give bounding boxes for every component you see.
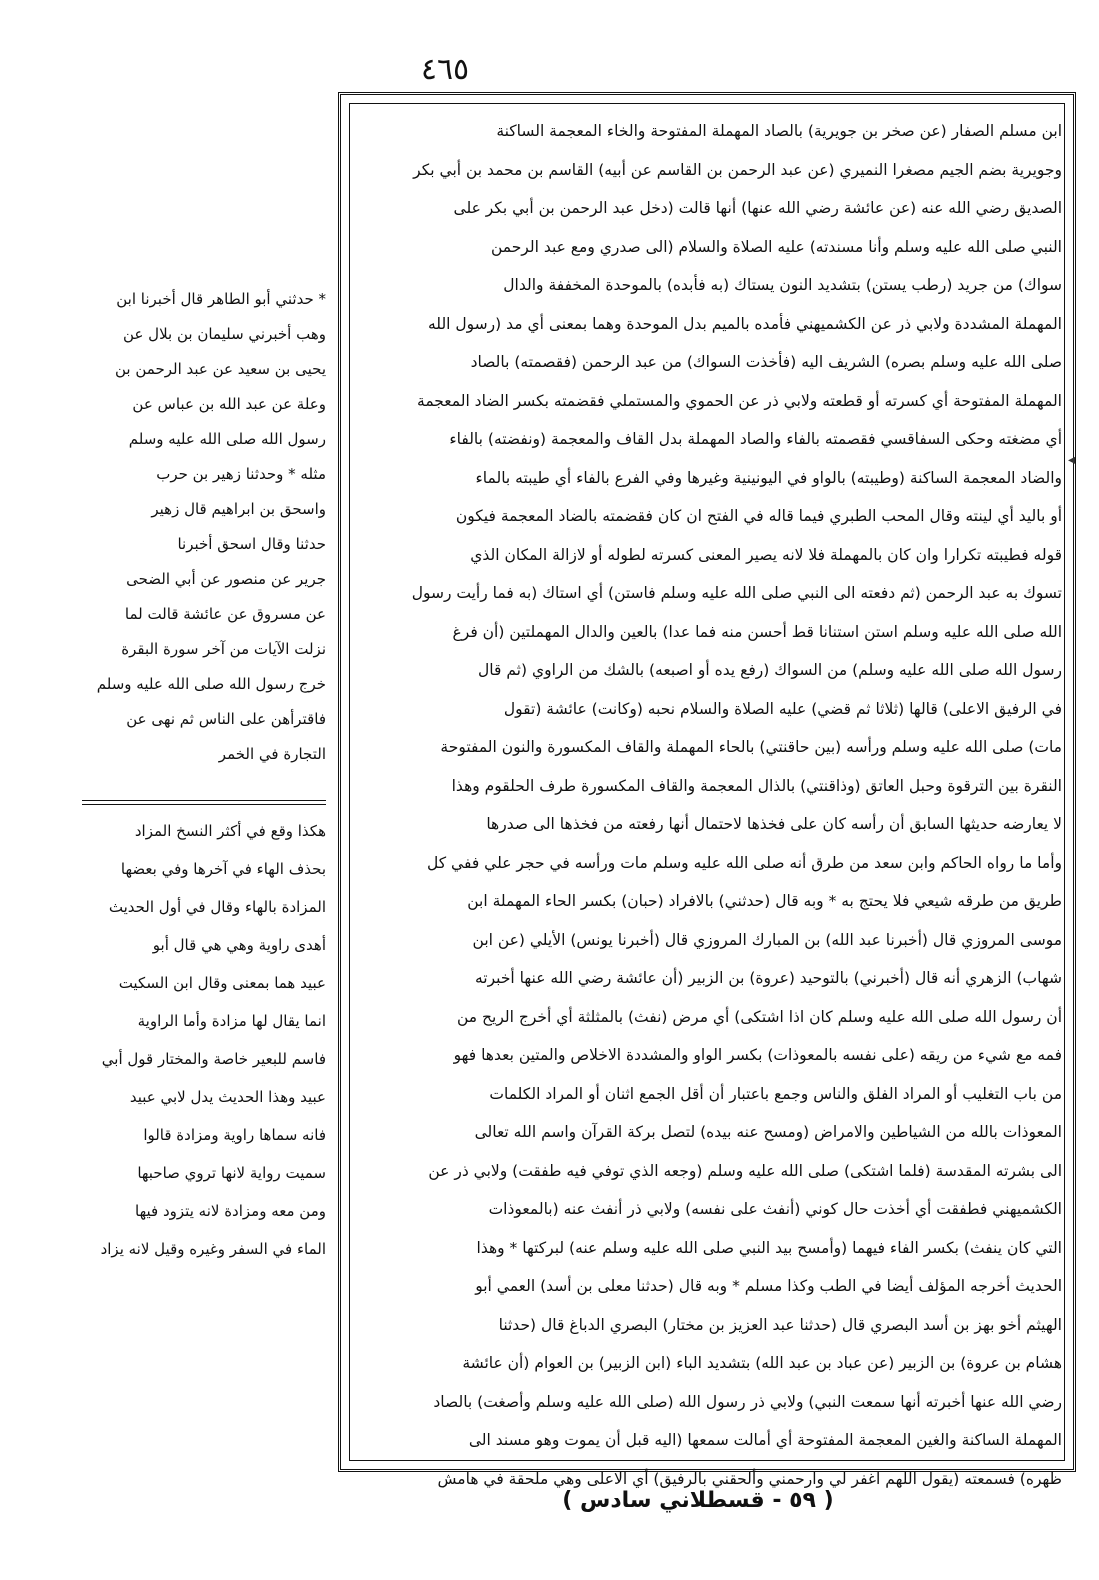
text-line: مات) صلى الله عليه وسلم ورأسه (بين حاقنتي) بالحاء المهملة والقاف المكسورة والنون المفتوحة xyxy=(440,738,1062,756)
text-line: وأما ما رواه الحاكم وابن سعد من طرق أنه صلى الله عليه وسلم مات ورأسه في حجر علي ففي كل xyxy=(427,853,1062,872)
text-line: ظهره) فسمعته (يقول اللهم اغفر لي وارحمني وألحقني بالرفيق) أي الاعلى وهي ملحقة في هامش xyxy=(437,1469,1062,1488)
note-line: المزادة بالهاء وقال في أول الحديث xyxy=(108,898,326,916)
note-line: أهدى راوية وهي هي قال أبو xyxy=(152,936,326,954)
text-line: شهاب) الزهري أنه قال (أخبرني) بالتوحيد (عروة) بن الزبير (أن عائشة رضي الله عنها أخبرته xyxy=(475,969,1062,987)
side-text-line: يحيى بن سعيد عن عبد الرحمن بن xyxy=(115,360,326,378)
note-line: سميت رواية لانها تروي صاحبها xyxy=(137,1164,326,1182)
side-text-line: نزلت الآيات من آخر سورة البقرة xyxy=(121,640,326,658)
text-line: المهملة المشددة ولابي ذر عن الكشميهني فأمده بالميم بدل الموحدة وهما بمعنى أي مد (رسول الله xyxy=(428,314,1062,333)
side-text-line: واسحق بن ابراهيم قال زهير xyxy=(151,500,326,518)
note-line: انما يقال لها مزادة وأما الراوية xyxy=(137,1012,326,1030)
text-line: والضاد المعجمة الساكنة (وطيبته) بالواو في اليونينية وغيرها وفي الفرع بالفاء أي طيبته بالماء xyxy=(475,468,1062,487)
text-line: وجويرية بضم الجيم مصغرا النميري (عن عبد الرحمن بن القاسم عن أبيه) القاسم بن محمد بن أبي بكر xyxy=(413,160,1062,179)
text-line: رضي الله عنها أخبرته أنها سمعت النبي) ولابي ذر رسول الله (صلى الله عليه وسلم وأصغت) بالصاد xyxy=(433,1392,1062,1411)
note-line: عبيد وهذا الحديث يدل لابي عبيد xyxy=(129,1088,326,1106)
text-line: من باب التغليب أو المراد الفلق والناس وجمع باعتبار أن أقل الجمع اثنان أو المراد الكلمات xyxy=(489,1084,1062,1103)
side-text-line: خرج رسول الله صلى الله عليه وسلم xyxy=(96,675,326,693)
text-line: هشام بن عروة) بن الزبير (عن عباد بن عبد الله) بتشديد الباء (ابن الزبير) بن العوام (أن عائشة xyxy=(462,1354,1062,1372)
side-text-line: مثله * وحدثنا زهير بن حرب xyxy=(156,465,326,483)
side-text-line: * حدثني أبو الطاهر قال أخبرنا ابن xyxy=(116,290,326,308)
text-line: رسول الله صلى الله عليه وسلم) من السواك (رفع يده أو اصبعه) بالشك من الراوي (ثم قال xyxy=(478,661,1062,679)
side-text-line: فاقترأهن على الناس ثم نهى عن xyxy=(126,710,326,728)
text-line: الله صلى الله عليه وسلم استن استنانا قط أحسن منه فما عدا) بالعين والدال المهملتين (أن فرغ xyxy=(452,622,1062,641)
text-line: النبي صلى الله عليه وسلم وأنا مسندته) عليه الصلاة والسلام (الى صدري ومع عبد الرحمن xyxy=(490,237,1062,256)
side-text-line: التجارة في الخمر xyxy=(218,745,326,763)
side-text-line: عن مسروق عن عائشة قالت لما xyxy=(124,605,326,623)
text-line: أن رسول الله صلى الله عليه وسلم كان اذا اشتكى) أي مرض (نفث) بالمثلثة أي أخرج الريح من xyxy=(456,1007,1062,1026)
side-text-line: وعلة عن عبد الله بن عباس عن xyxy=(132,395,326,413)
page-number: ٤٦٥ xyxy=(420,52,470,87)
text-line: التي كان ينفث) بكسر الفاء فيهما (وأمسح بيد النبي صلى الله عليه وسلم عنه) لبركتها * وهذا xyxy=(476,1238,1062,1257)
text-line: في الرفيق الاعلى) قالها (ثلاثا ثم قضي) عليه الصلاة والسلام نحبه (وكانت) عائشة (تقول xyxy=(503,699,1062,718)
text-line: أو باليد أي لينته وقال المحب الطبري فيما قاله في الفتح ان كان فقضمته بالضاد المعجمة فيكون xyxy=(455,507,1062,525)
side-text-line: وهب أخبرني سليمان بن بلال عن xyxy=(123,325,326,343)
text-line: سواك) من جريد (رطب يستن) بتشديد النون يستاك (به فأبده) بالموحدة المخففة والدال xyxy=(503,276,1062,294)
text-line: أي مضغته وحكى السفاقسي فقصمته بالفاء والصاد المهملة بدل القاف والمعجمة (ونفضته) بالفاء xyxy=(449,430,1062,448)
text-line: الصديق رضي الله عنه (عن عائشة رضي الله عنها) أنها قالت (دخل عبد الرحمن بن أبي بكر على xyxy=(453,199,1062,217)
text-line: طريق من طرقه شيعي فلا يحتج به * وبه قال (حدثني) بالافراد (حبان) بكسر الحاء المهملة ابن xyxy=(467,892,1062,910)
note-line: هكذا وقع في أكثر النسخ المزاد xyxy=(134,822,326,840)
side-divider xyxy=(82,800,326,805)
text-line: ابن مسلم الصفار (عن صخر بن جويرية) بالصاد المهملة المفتوحة والخاء المعجمة الساكنة xyxy=(496,122,1062,140)
note-line: بحذف الهاء في آخرها وفي بعضها xyxy=(120,860,326,878)
text-line: المهملة المفتوحة أي كسرته أو قطعته ولابي ذر عن الحموي والمستملي فقضمته بكسر الضاد المعجمة xyxy=(417,391,1062,410)
text-line: المهملة الساكنة والغين المعجمة المفتوحة أي أمالت سمعها (اليه قبل أن يموت وهو مسند الى xyxy=(468,1431,1062,1449)
note-line: عبيد هما بمعنى وقال ابن السكيت xyxy=(118,974,326,992)
note-line: الماء في السفر وغيره وقيل لانه يزاد xyxy=(100,1240,326,1258)
side-footnote xyxy=(12,812,326,1268)
side-hadith-text xyxy=(12,282,326,772)
note-line: ومن معه ومزادة لانه يتزود فيها xyxy=(135,1202,326,1220)
side-text-line: رسول الله صلى الله عليه وسلم xyxy=(128,430,326,448)
text-line: صلى الله عليه وسلم بصره) الشريف اليه (فأخذت السواك) من عبد الرحمن (فقصمته) بالصاد xyxy=(470,353,1062,371)
note-line: فاسم للبعير خاصة والمختار قول أبي xyxy=(101,1050,326,1068)
text-line: فمه مع شيء من ريقه (على نفسه بالمعوذات) بكسر الواو والمشددة الاخلاص والمتين بعدها فهو xyxy=(453,1046,1062,1064)
text-line: الكشميهني فطفقت أي أخذت حال كوني (أنفث على نفسه) ولابي ذر أنفث عنه (بالمعوذات xyxy=(488,1200,1062,1218)
printer-signature: ( ٥٩ - قسطلاني سادس ) xyxy=(562,1488,834,1513)
margin-arrow-icon: ◂ xyxy=(1068,452,1076,468)
text-line: الهيثم أخو بهز بن أسد البصري قال (حدثنا عبد العزيز بن مختار) البصري الدباغ قال (حدثنا xyxy=(498,1315,1062,1334)
text-line: الحديث أخرجه المؤلف أيضا في الطب وكذا مسلم * وبه قال (حدثنا معلى بن أسد) العمي أبو xyxy=(475,1277,1062,1295)
commentary-body xyxy=(352,112,1062,1488)
text-line: تسوك به عبد الرحمن (ثم دفعته الى النبي صلى الله عليه وسلم فاستن) أي استاك (به فما رأيت رسول xyxy=(411,584,1062,602)
side-text-line: جرير عن منصور عن أبي الضحى xyxy=(126,570,326,588)
text-line: الى بشرته المقدسة (فلما اشتكى) صلى الله عليه وسلم (وجعه الذي توفي فيه طفقت) ولابي ذر عن xyxy=(428,1161,1062,1180)
text-line: النقرة بين الترقوة وحبل العاتق (وذاقنتي) بالذال المعجمة والقاف المكسورة طرف الحلقوم وهذا xyxy=(451,776,1062,795)
text-line: لا يعارضه حديثها السابق أن رأسه كان على فخذها لاحتمال أنها رفعته من فخذها الى صدرها xyxy=(486,815,1062,833)
text-line: موسى المروزي قال (أخبرنا عبد الله) بن المبارك المروزي قال (أخبرنا يونس) الأيلي (عن ابن xyxy=(472,930,1062,949)
note-line: فانه سماها راوية ومزادة قالوا xyxy=(143,1126,326,1144)
side-text-line: حدثنا وقال اسحق أخبرنا xyxy=(177,535,326,553)
text-line: المعوذات بالله من الشياطين والامراض (ومسح عنه بيده) لتصل بركة القرآن واسم الله تعالى xyxy=(474,1123,1062,1141)
text-line: قوله فطيبته تكرارا وان كان بالمهملة فلا لانه يصير المعنى كسرته لطوله أو لازالة المكان الذي xyxy=(470,545,1062,564)
